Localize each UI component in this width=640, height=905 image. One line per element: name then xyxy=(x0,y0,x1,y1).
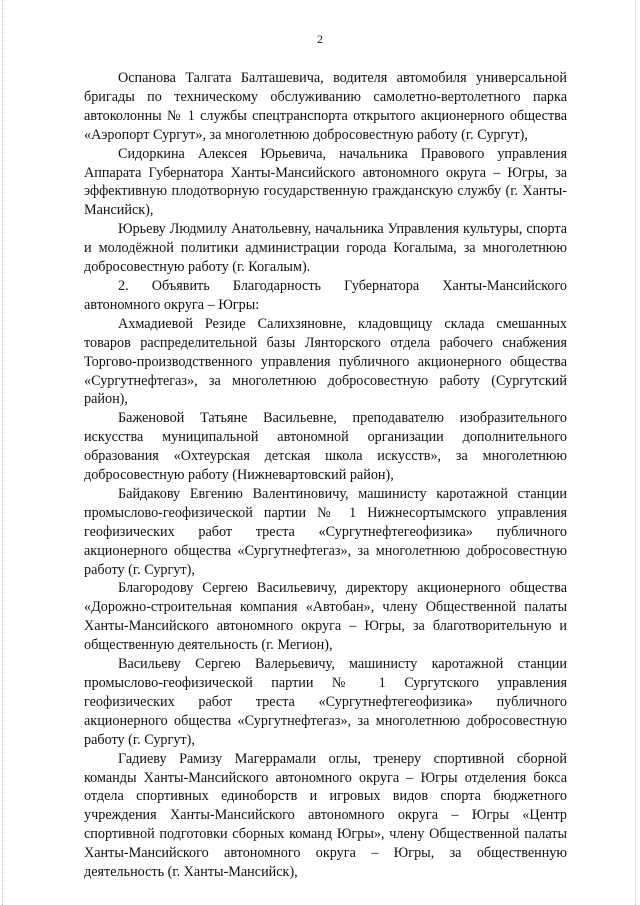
paragraph-akhmadieva: Ахмадиевой Резиде Салихзяновне, кладовщицу склада смешанных товаров распределительной базы Лянторского отдела рабочего снабжения Торгово-производственного управления публичного акционерного общества «Сургутнефтегаз», за многолетнюю добросовестную работу (Сургутский район), xyxy=(84,315,567,408)
paragraph-yuryeva: Юрьеву Людмилу Анатольевну, начальника Управления культуры, спорта и молодёжной политики администрации города Когалыма, за многолетнюю добросовестную работу (г. Когалым). xyxy=(84,221,567,276)
scan-edge-right xyxy=(635,0,637,905)
page-number: 2 xyxy=(317,32,323,46)
paragraph-ospanov: Оспанова Талгата Балташевича, водителя автомобиля универсальной бригады по техническому обслуживанию самолетно-вертолетного парка автоколонны № 1 службы спецтранспорта открытого акционерного общества «Аэропорт Сургут», за многолетнюю добросовестную работу (г. Сургут), xyxy=(84,70,567,143)
paragraph-gadiev: Гадиеву Рамизу Магеррамали оглы, тренеру спортивной сборной команды Ханты-Мансийского автономного округа – Югры отделения бокса отдела спортивных единоборств и игровых видов спорта бюджетного учреждения Ханты-Мансийского автономного округа – Югры «Центр спортивной подготовки сборных команд Югры», члену Общественной палаты Ханты-Мансийского автономного округа – Югры, за общественную деятельность (г. Ханты-Мансийск), xyxy=(84,750,567,881)
paragraph-vasilyev: Васильеву Сергею Валерьевичу, машинисту каротажной станции промыслово-геофизической партии № 1 Сургутского управления геофизических работ треста «Сургутнефтегеофизика» публичного акционерного общества «Сургутнефтегаз», за многолетнюю добросовестную работу (г. Сургут), xyxy=(84,656,567,748)
scan-edge-left xyxy=(2,0,4,905)
paragraph-section-2-heading: 2. Объявить Благодарность Губернатора Ханты-Мансийского автономного округа – Югры: xyxy=(84,277,567,313)
document-body xyxy=(84,69,567,882)
paragraph-bazhenova: Баженовой Татьяне Васильевне, преподавателю изобразительного искусства муниципальной автономной организации дополнительного образования «Охтеурская детская школа искусств», за многолетнюю добросовестную работу (Нижневартовский район), xyxy=(84,410,567,484)
paragraph-blagorodov: Благородову Сергею Васильевичу, директору акционерного общества «Дорожно-строительная компания «Автобан», члену Общественной палаты Ханты-Мансийского автономного округа – Югры, за благотворительную и общественную деятельность (г. Мегион), xyxy=(84,580,567,654)
paragraph-sidorkin: Сидоркина Алексея Юрьевича, начальника Правового управления Аппарата Губернатора Ханты-Мансийского автономного округа – Югры, за эффективную плодотворную государственную гражданскую службу (г. Ханты-Мансийск), xyxy=(84,145,567,219)
paragraph-baydakov: Байдакову Евгению Валентиновичу, машинисту каротажной станции промыслово-геофизической партии № 1 Нижнесортымского управления геофизических работ треста «Сургутнефтегеофизика» публичного акционерного общества «Сургутнефтегаз», за многолетнюю добросовестную работу (г. Сургут), xyxy=(84,485,567,578)
